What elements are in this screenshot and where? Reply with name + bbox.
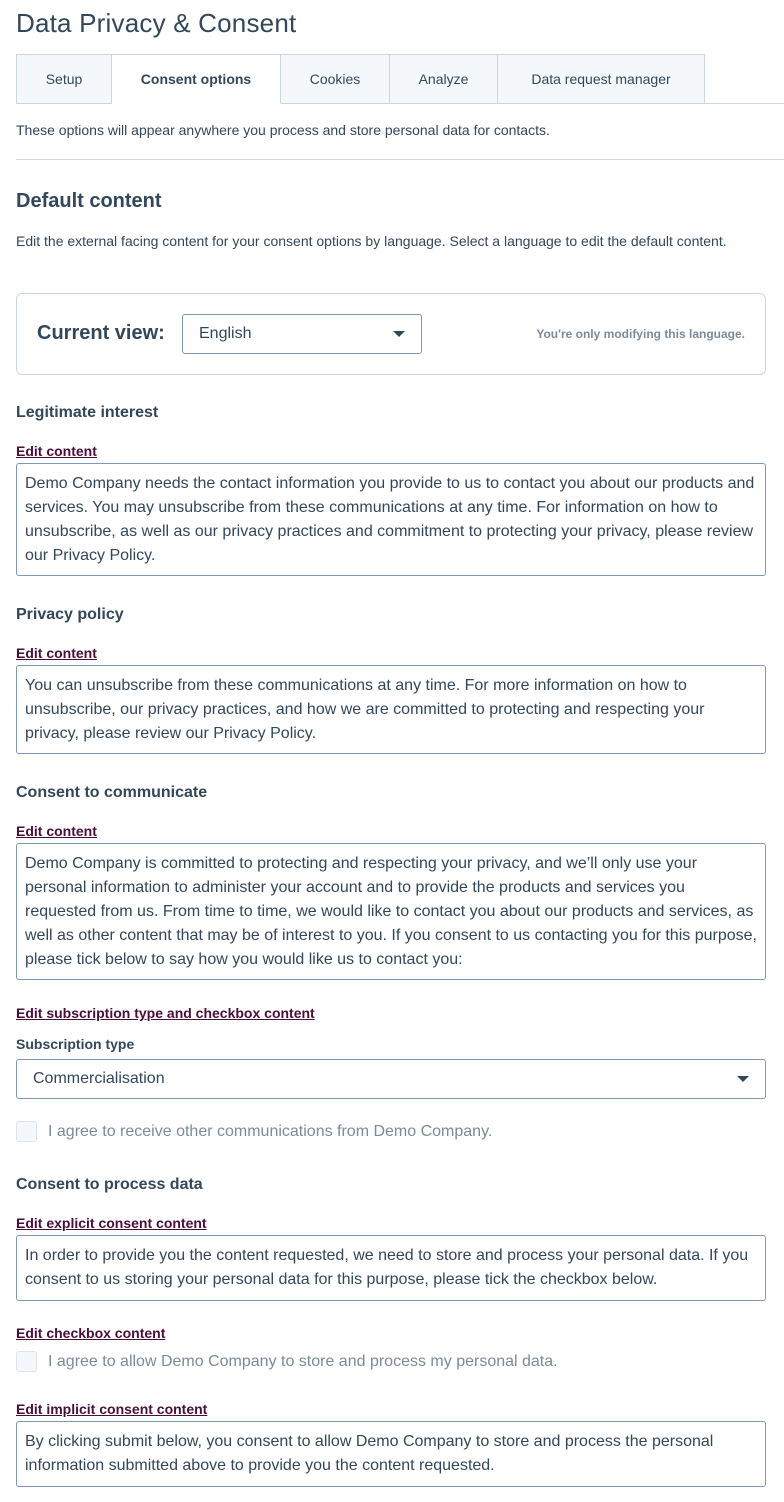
tab-bar-line [705, 103, 784, 104]
tab-analyze[interactable]: Analyze [390, 54, 498, 104]
language-select[interactable] [182, 314, 422, 354]
privacy-policy-heading: Privacy policy [16, 606, 124, 623]
language-select-value: English [199, 325, 252, 342]
legitimate-interest-edit-link[interactable]: Edit content [16, 443, 97, 459]
current-view-panel [16, 293, 766, 375]
communications-checkbox-label: I agree to receive other communications from Demo Company. [48, 1122, 493, 1140]
consent-to-communicate-edit-link[interactable]: Edit content [16, 823, 97, 839]
consent-to-process-heading: Consent to process data [16, 1176, 203, 1193]
consent-to-communicate-heading: Consent to communicate [16, 784, 208, 801]
edit-subscription-type-link[interactable]: Edit subscription type and checkbox content [16, 1005, 315, 1021]
default-content-description: Edit the external facing content for your consent options by language. Select a language to edit the default content. [16, 233, 727, 249]
current-view-label: Current view: [37, 322, 165, 344]
intro-text: These options will appear anywhere you process and store personal data for contacts. [16, 122, 550, 138]
tab-data-request-manager[interactable]: Data request manager [498, 54, 705, 104]
consent-to-communicate-text[interactable]: Demo Company is committed to protecting and respecting your privacy, and we’ll only use your personal information to administer your account and to provide the products and services you requested from us. From time to time, we would like to contact you about our products and services, as well as other content that may be of interest to you. If you consent to us contacting you for this purpose, please tick below to say how you would like us to contact you: [16, 843, 766, 980]
tab-setup[interactable]: Setup [16, 54, 112, 104]
tab-bar [16, 54, 705, 104]
privacy-policy-edit-link[interactable]: Edit content [16, 645, 97, 661]
subscription-type-select[interactable] [16, 1059, 766, 1099]
tab-consent-options[interactable]: Consent options [112, 54, 281, 104]
subscription-type-value: Commercialisation [33, 1070, 165, 1087]
chevron-down-icon [393, 331, 405, 337]
explicit-consent-text[interactable]: In order to provide you the content requested, we need to store and process your personal data. If you consent to us storing your personal data for this purpose, please tick the checkbox below. [16, 1235, 766, 1301]
divider [16, 159, 784, 160]
process-data-checkbox-label: I agree to allow Demo Company to store and process my personal data. [48, 1352, 558, 1370]
legitimate-interest-heading: Legitimate interest [16, 404, 159, 421]
default-content-heading: Default content [16, 190, 162, 212]
communications-checkbox[interactable] [16, 1121, 37, 1142]
language-note: You're only modifying this language. [536, 327, 745, 341]
page-title: Data Privacy & Consent [16, 8, 297, 38]
edit-explicit-consent-link[interactable]: Edit explicit consent content [16, 1215, 207, 1231]
communications-checkbox-row [16, 1121, 492, 1142]
process-data-checkbox[interactable] [16, 1351, 37, 1372]
legitimate-interest-text[interactable]: Demo Company needs the contact information you provide to us to contact you about our products and services. You may unsubscribe from these communications at any time. For information on how to unsubscribe, as well as our privacy practices and commitment to protecting your privacy, please review our Privacy Policy. [16, 463, 766, 576]
edit-implicit-consent-link[interactable]: Edit implicit consent content [16, 1401, 208, 1417]
implicit-consent-text[interactable]: By clicking submit below, you consent to allow Demo Company to store and process the personal information submitted above to provide you the content requested. [16, 1421, 766, 1487]
tab-cookies[interactable]: Cookies [281, 54, 390, 104]
subscription-type-label: Subscription type [16, 1036, 135, 1052]
process-data-checkbox-row [16, 1351, 558, 1372]
edit-checkbox-content-link[interactable]: Edit checkbox content [16, 1325, 166, 1341]
privacy-policy-text[interactable]: You can unsubscribe from these communications at any time. For more information on how to unsubscribe, our privacy practices, and how we are committed to protecting and respecting your privacy, please review our Privacy Policy. [16, 665, 766, 754]
chevron-down-icon [737, 1076, 749, 1082]
